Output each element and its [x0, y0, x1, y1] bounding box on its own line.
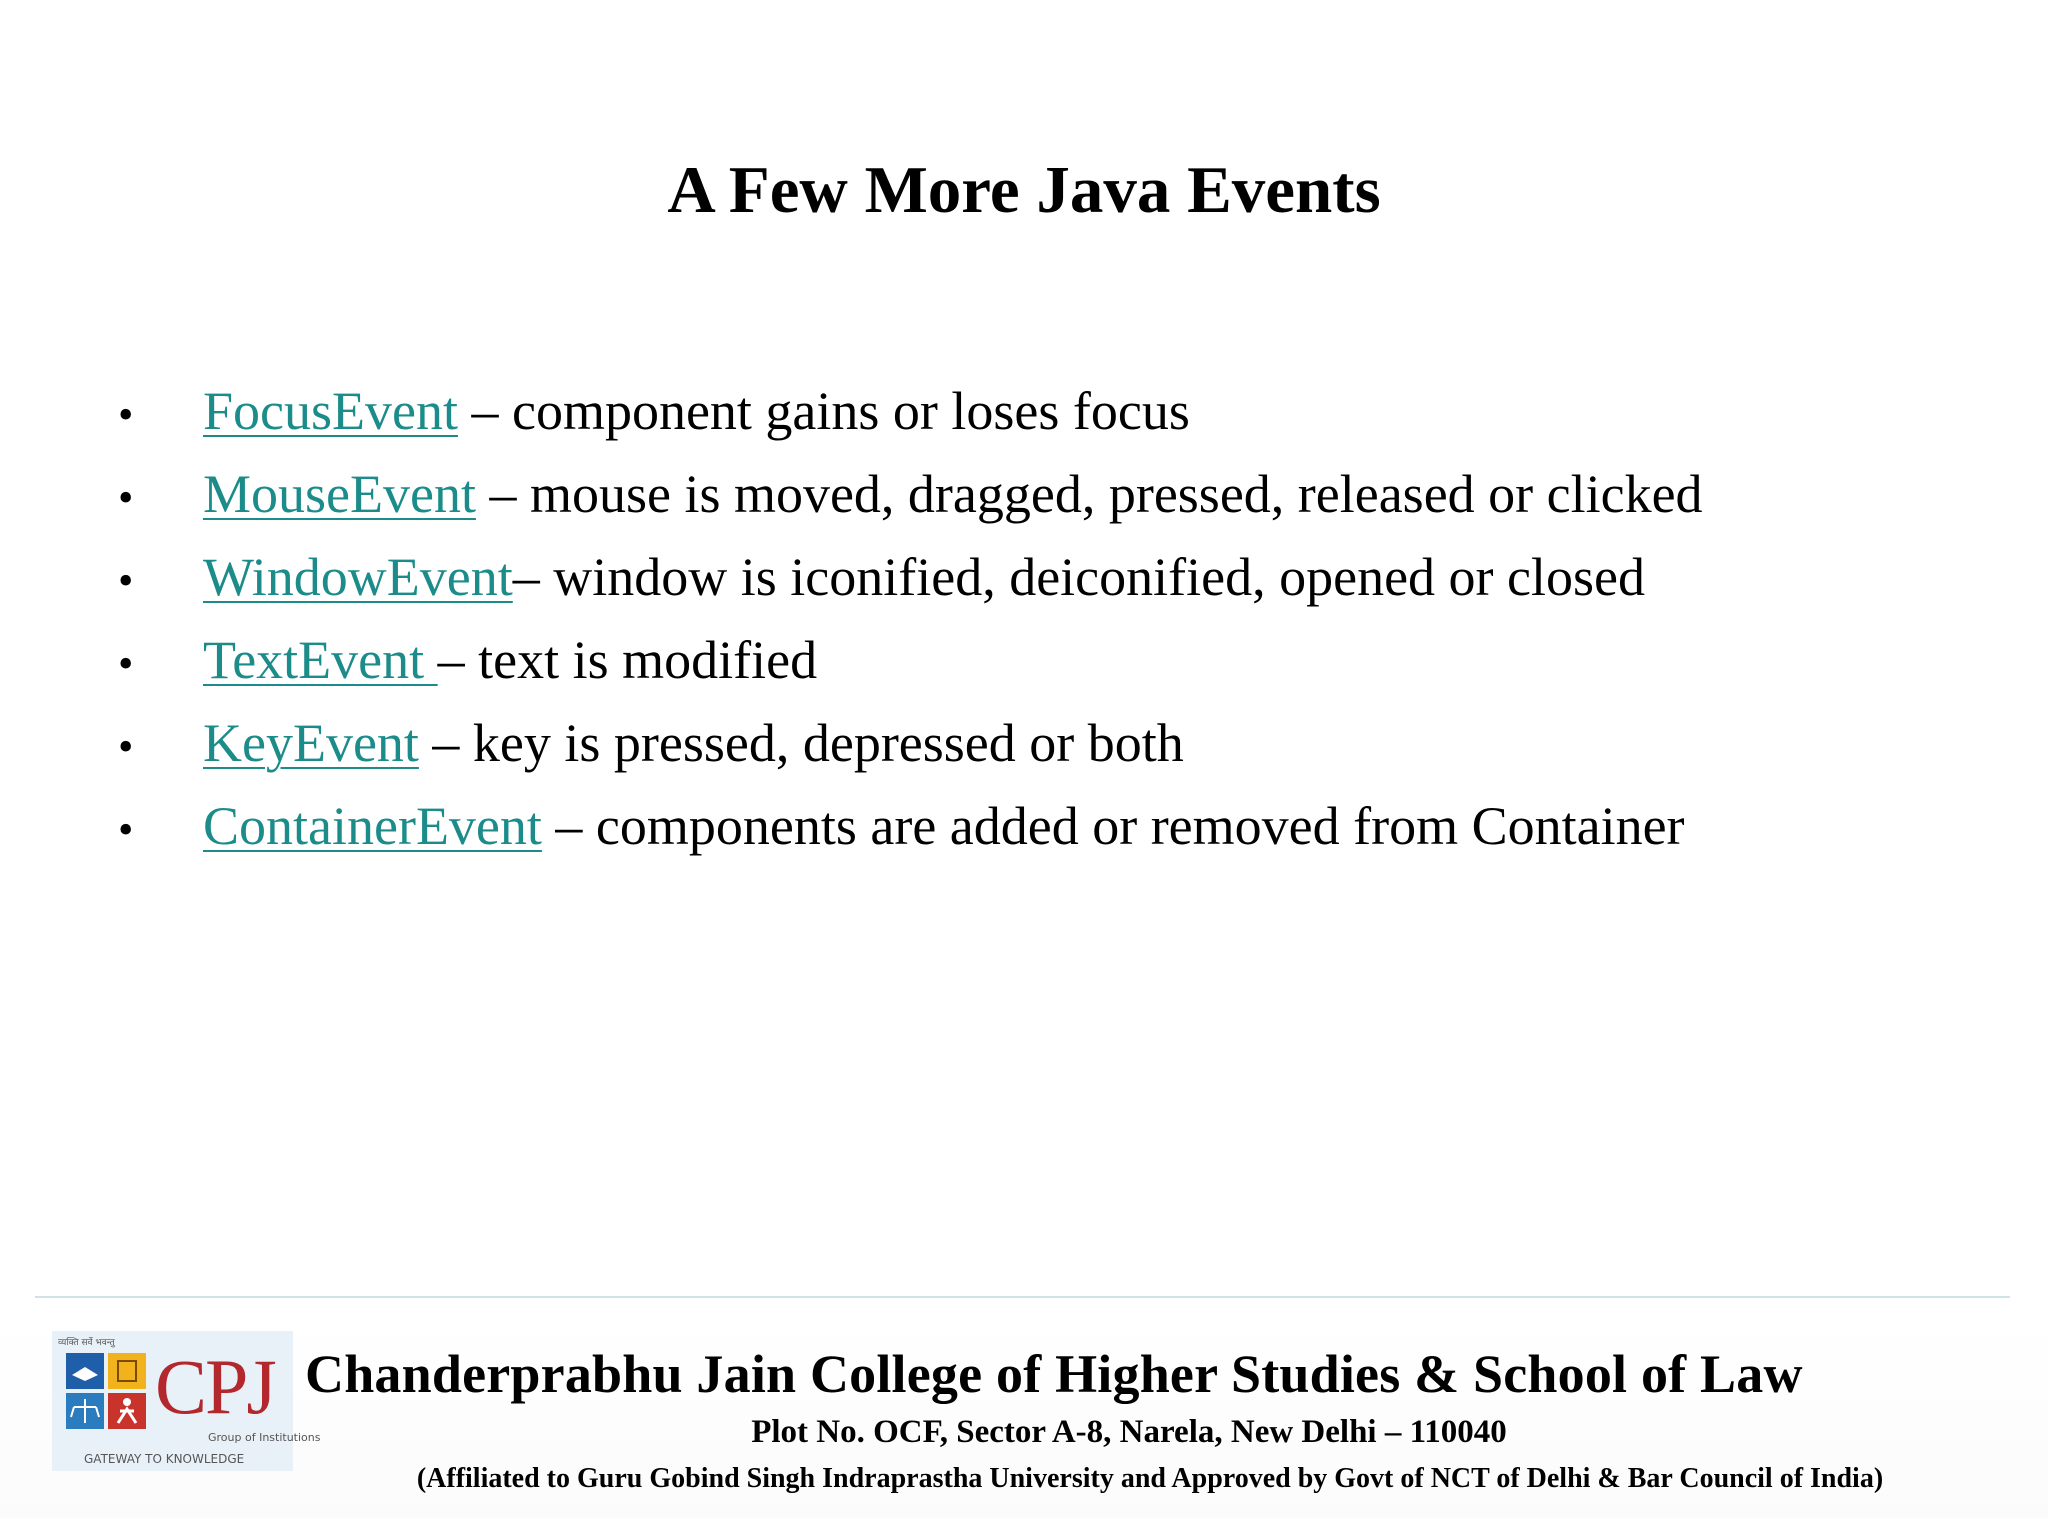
college-affiliation: (Affiliated to Guru Gobind Singh Indraprastha University and Approved by Govt of NCT of Delhi & Bar Council of India)	[416, 1463, 1884, 1494]
window-event-link[interactable]: WindowEvent	[203, 547, 513, 607]
logo-gateway-text: GATEWAY TO KNOWLEDGE	[84, 1452, 245, 1466]
list-item-text: – window is iconified, deiconified, opened or closed	[512, 547, 1645, 607]
bullet-icon: •	[118, 556, 134, 605]
list-item-text: – components are added or removed from Container	[541, 796, 1685, 856]
list-item-text: – text is modified	[437, 630, 818, 690]
bullet-icon: •	[118, 473, 134, 522]
focus-event-link[interactable]: FocusEvent	[203, 381, 458, 441]
mouse-event-link[interactable]: MouseEvent	[203, 464, 476, 524]
list-item	[118, 785, 1978, 868]
list-item	[118, 702, 1978, 785]
bullet-icon: •	[118, 639, 134, 688]
event-list	[118, 370, 1978, 868]
bullet-icon: •	[118, 722, 134, 771]
list-item	[118, 536, 1978, 619]
list-item	[118, 453, 1978, 536]
college-address: Plot No. OCF, Sector A-8, Narela, New Delhi – 110040	[751, 1414, 1507, 1450]
footer-divider	[35, 1296, 2010, 1298]
list-item-text: – key is pressed, depressed or both	[418, 713, 1184, 773]
container-event-link[interactable]: ContainerEvent	[203, 796, 542, 856]
college-name: Chanderprabhu Jain College of Higher Studies & School of Law	[305, 1344, 1803, 1404]
bullet-icon: •	[118, 390, 134, 439]
text-event-link[interactable]: TextEvent	[203, 630, 438, 690]
logo-tagline: व्यक्ति सर्वे भवन्तु	[58, 1338, 115, 1348]
logo-group-text: Group of Institutions	[208, 1431, 321, 1444]
logo-abbr: CPJ	[155, 1343, 275, 1430]
list-item-text: – component gains or loses focus	[457, 381, 1190, 441]
list-item	[118, 619, 1978, 702]
key-event-link[interactable]: KeyEvent	[203, 713, 419, 773]
bullet-icon: •	[118, 805, 134, 854]
list-item	[118, 370, 1978, 453]
slide-title: A Few More Java Events	[667, 153, 1381, 227]
list-item-text: – mouse is moved, dragged, pressed, released or clicked	[475, 464, 1703, 524]
